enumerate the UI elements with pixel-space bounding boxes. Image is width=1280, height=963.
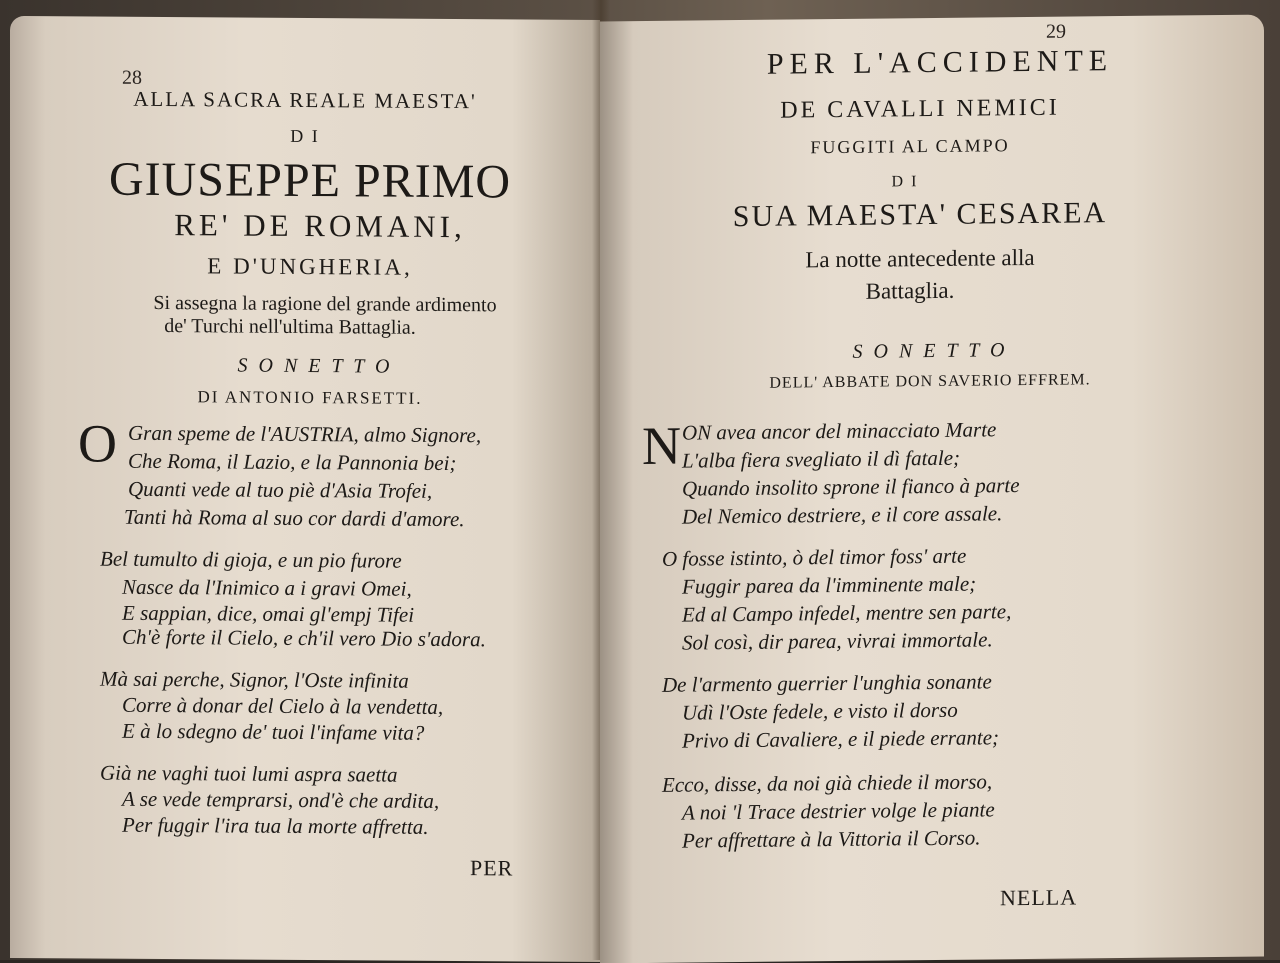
verse-line: E à lo sdegno de' tuoi l'infame vita? bbox=[122, 718, 425, 745]
verse-line: Fuggir parea da l'imminente male; bbox=[682, 571, 977, 599]
dedicatee-name: GIUSEPPE PRIMO bbox=[108, 152, 512, 209]
catchword: PER bbox=[470, 855, 514, 881]
verse-line: A se vede temprarsi, ond'è che ardita, bbox=[122, 786, 440, 813]
page-number: 29 bbox=[1046, 20, 1066, 43]
verse-line: Corre à donar del Cielo à la vendetta, bbox=[122, 692, 444, 719]
verse-line: Del Nemico destriere, e il core assale. bbox=[682, 501, 1003, 529]
sonnet-author: DI ANTONIO FARSETTI. bbox=[197, 387, 423, 408]
dedication-line: ALLA SACRA REALE MAESTA' bbox=[133, 86, 477, 114]
verse-line: L'alba fiera svegliato il dì fatale; bbox=[682, 445, 961, 473]
verse-line: Quanti vede al tuo piè d'Asia Trofei, bbox=[128, 476, 433, 503]
verse-line: Già ne vaghi tuoi lumi aspra saetta bbox=[100, 760, 398, 787]
verse-line: Bel tumulto di gioja, e un pio furore bbox=[100, 546, 402, 573]
di-line: D I bbox=[891, 173, 919, 191]
verse-line: Gran speme de l'AUSTRIA, almo Signore, bbox=[128, 420, 482, 448]
drop-cap: N bbox=[642, 415, 681, 477]
sonnet-heading: S O N E T T O bbox=[237, 354, 393, 378]
title-line-1: PER L'ACCIDENTE bbox=[766, 44, 1114, 81]
verse-line: Ed al Campo infedel, mentre sen parte, bbox=[682, 599, 1012, 627]
sonnet-heading: S O N E T T O bbox=[852, 339, 1008, 363]
left-page bbox=[10, 16, 600, 962]
subtitle-line-1: Si assegna la ragione del grande ardimento bbox=[153, 291, 497, 317]
title-line-4: SUA MAESTA' CESAREA bbox=[732, 196, 1108, 234]
verse-line: ON avea ancor del minacciato Marte bbox=[682, 417, 997, 445]
title-line-2: DE CAVALLI NEMICI bbox=[780, 94, 1060, 124]
right-page bbox=[600, 15, 1264, 963]
title-line-3: FUGGITI AL CAMPO bbox=[810, 135, 1010, 158]
verse-line: Ch'è forte il Cielo, e ch'il vero Dio s'adora. bbox=[122, 624, 486, 652]
verse-line: Privo di Cavaliere, e il piede errante; bbox=[682, 725, 1000, 753]
title-line-1: RE' DE ROMANI, bbox=[174, 207, 466, 245]
verse-line: Tanti hà Roma al suo cor dardi d'amore. bbox=[124, 504, 465, 532]
verse-line: Che Roma, il Lazio, e la Pannonia bei; bbox=[128, 448, 457, 476]
drop-cap: O bbox=[78, 413, 117, 474]
catchword: NELLA bbox=[1000, 884, 1078, 911]
verse-line: Per affrettare à la Vittoria il Corso. bbox=[682, 825, 981, 853]
verse-line: Ecco, disse, da noi già chiede il morso, bbox=[662, 769, 993, 797]
verse-line: O fosse istinto, ò del timor foss' arte bbox=[662, 543, 967, 571]
verse-line: Mà sai perche, Signor, l'Oste infinita bbox=[100, 666, 409, 693]
verse-line: E sappian, dice, omai gl'empj Tifei bbox=[122, 600, 415, 627]
verse-line: Quando insolito sprone il fianco à parte bbox=[682, 473, 1020, 501]
verse-line: Sol così, dir parea, vivrai immortale. bbox=[682, 627, 993, 655]
title-line-2: E D'UNGHERIA, bbox=[207, 253, 413, 280]
title-line-6: Battaglia. bbox=[865, 277, 955, 304]
subtitle-line-2: de' Turchi nell'ultima Battaglia. bbox=[164, 315, 416, 339]
verse-line: A noi 'l Trace destrier volge le piante bbox=[682, 797, 995, 825]
title-line-5: La notte antecedente alla bbox=[805, 244, 1035, 273]
verse-line: Udì l'Oste fedele, e visto il dorso bbox=[682, 697, 958, 725]
di-line: D I bbox=[290, 125, 320, 147]
verse-line: De l'armento guerrier l'unghia sonante bbox=[662, 669, 992, 697]
sonnet-author: DELL' ABBATE DON SAVERIO EFFREM. bbox=[769, 371, 1091, 392]
page-number: 28 bbox=[122, 66, 142, 89]
verse-line: Nasce da l'Inimico a i gravi Omei, bbox=[122, 574, 412, 601]
verse-line: Per fuggir l'ira tua la morte affretta. bbox=[122, 812, 429, 839]
